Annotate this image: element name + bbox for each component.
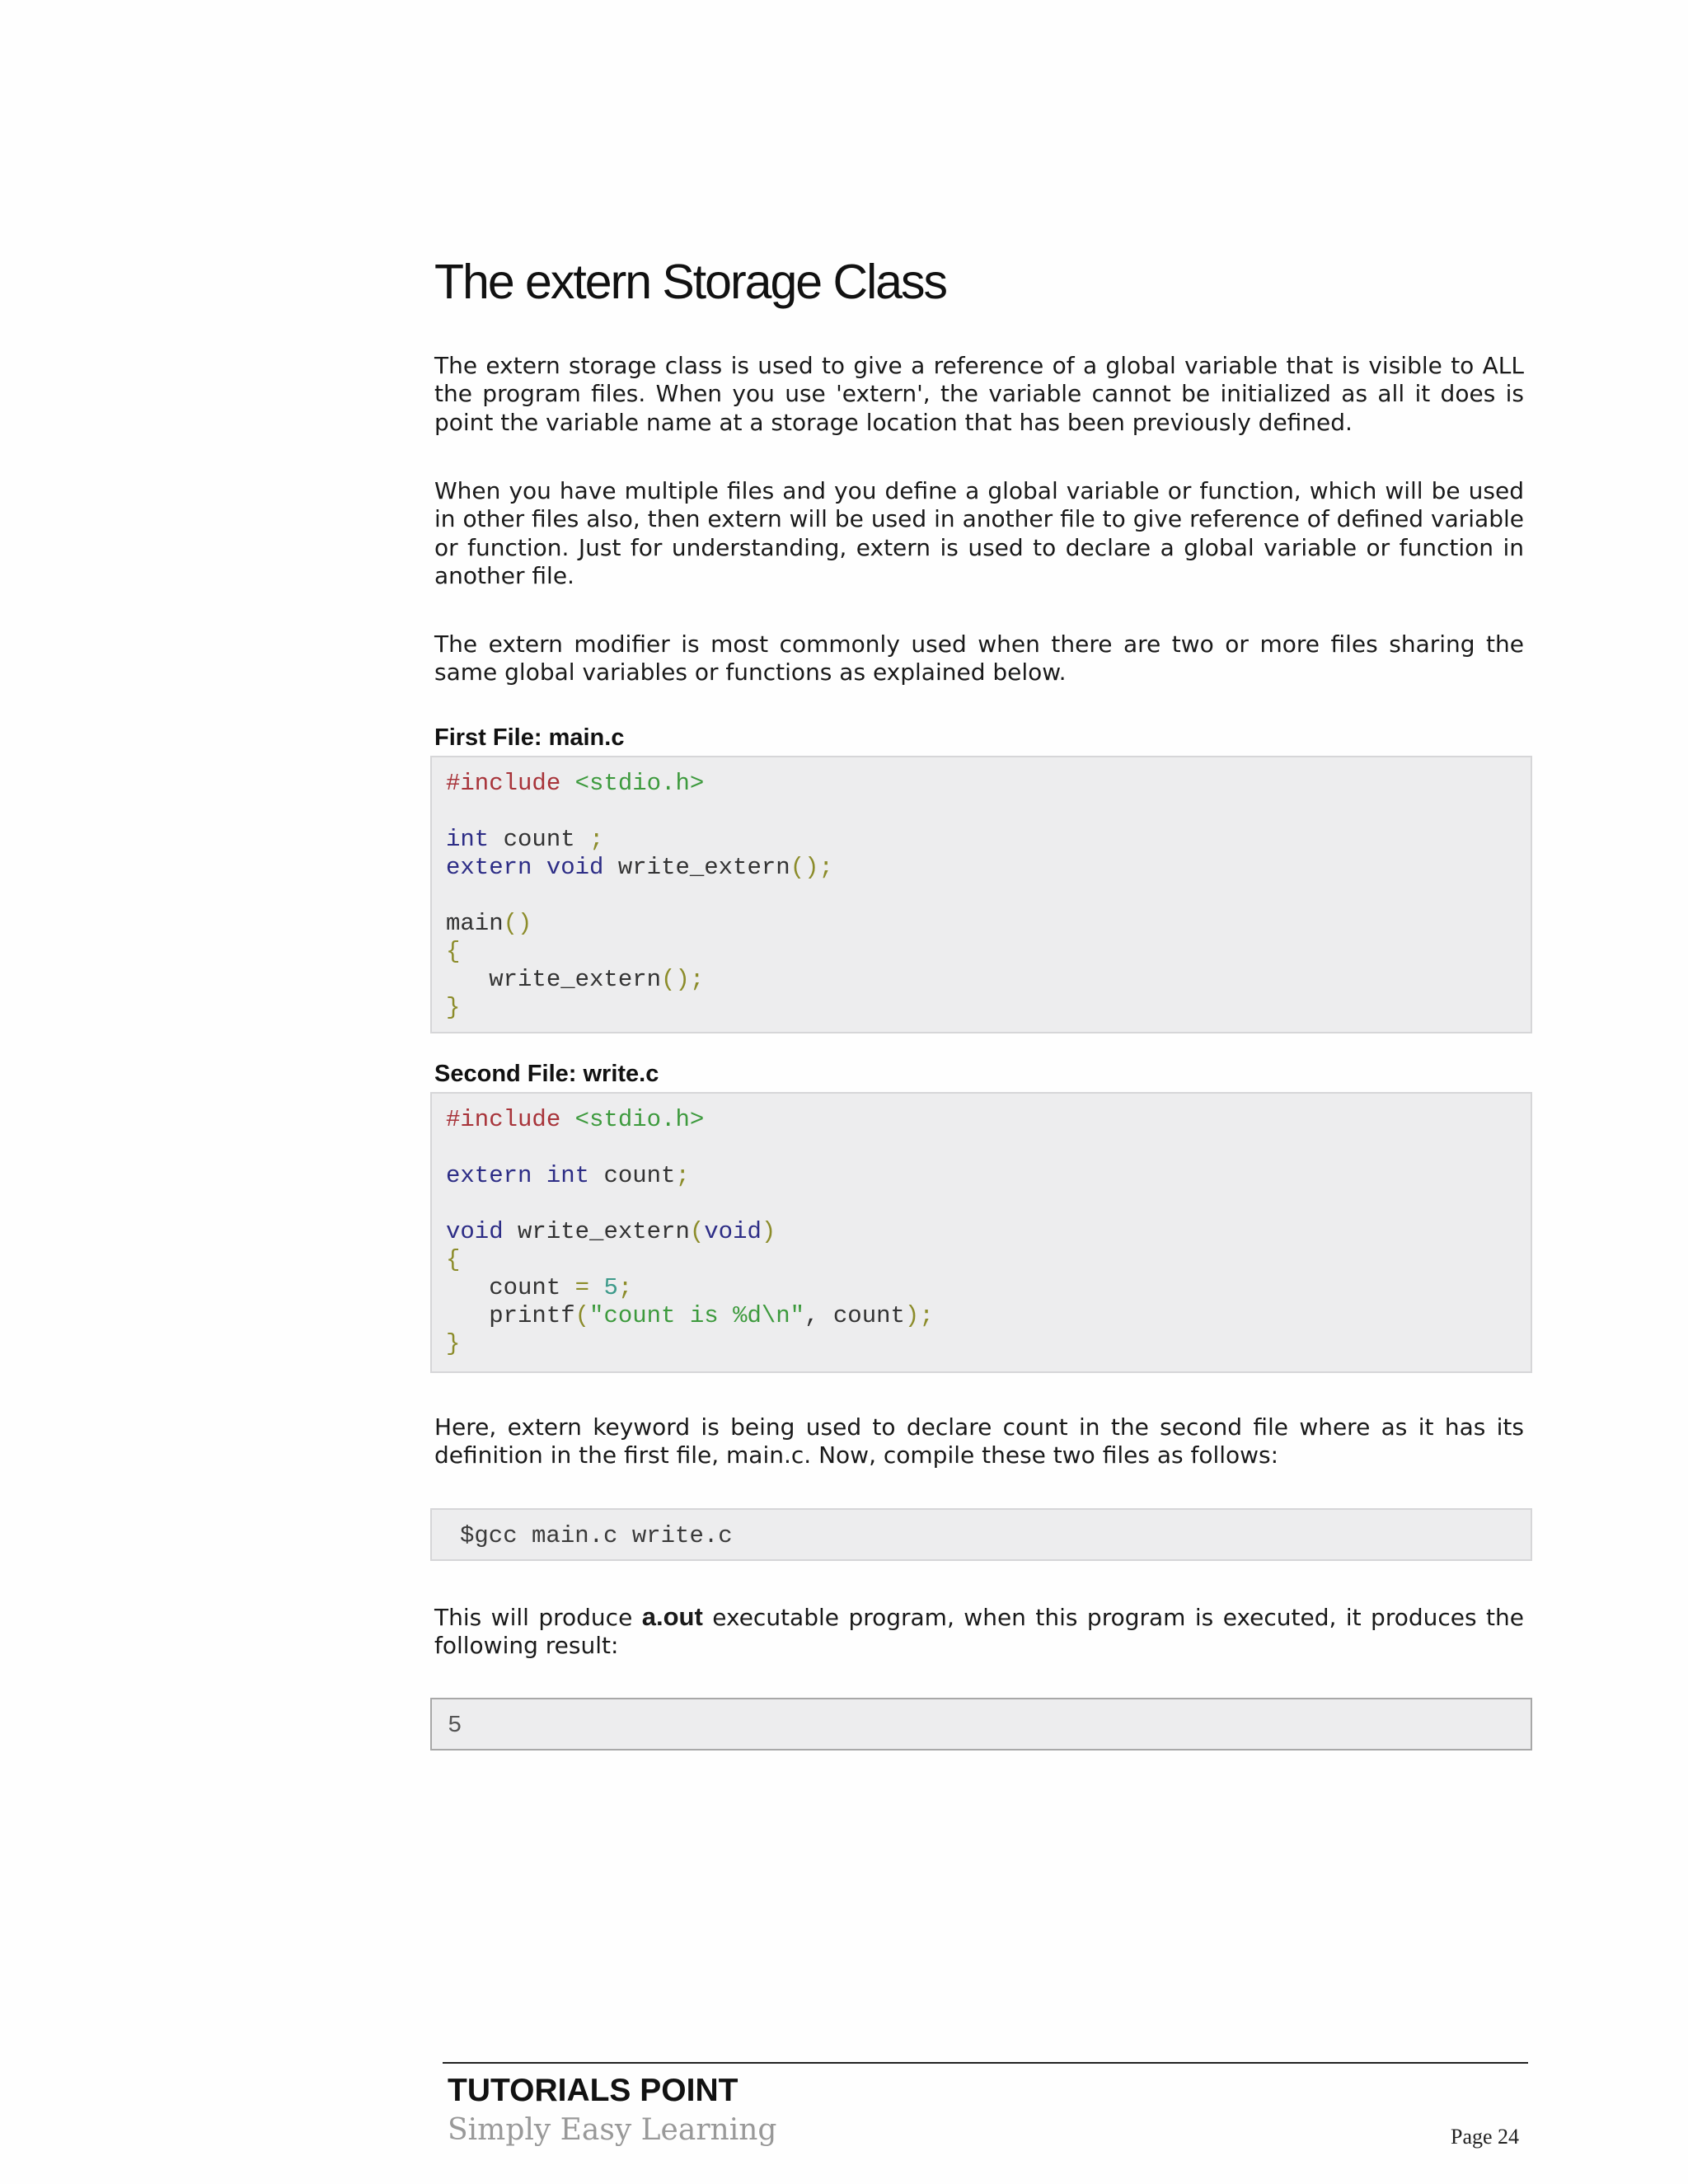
code-line: extern int count; [446, 1162, 690, 1189]
page-title: The extern Storage Class [434, 255, 946, 309]
output-block [430, 1698, 1532, 1750]
code-token: } [446, 1330, 461, 1357]
code-token: ) [761, 1218, 776, 1245]
code-token: ; [675, 1162, 690, 1189]
program-output: 5 [448, 1712, 462, 1739]
code-token: #include [446, 770, 575, 797]
result-text-end: executable program, when this program is executed, it produces the following result: [434, 1604, 1524, 1660]
result-paragraph [434, 1603, 1524, 1661]
code-line: main() [446, 910, 532, 937]
code-line: write_extern(); [446, 966, 705, 993]
explanation-paragraph: Here, extern keyword is being used to declare count in the second file where as it has its definition in the first file, main.c. Now, compile these two files as follows: [434, 1413, 1524, 1469]
write-c-code [432, 1094, 1531, 1358]
compile-command-block [430, 1508, 1532, 1561]
code-token: void [446, 1218, 504, 1245]
code-token: int [446, 826, 490, 853]
code-token: <stdio.h> [574, 1106, 705, 1133]
code-token: extern [446, 854, 532, 881]
result-text-start: This will produce [434, 1604, 642, 1631]
write-c-code-block [430, 1092, 1532, 1373]
code-token: void [704, 1218, 762, 1245]
page-content [434, 247, 1524, 1739]
code-line: void write_extern(void) [446, 1218, 776, 1245]
code-line [446, 1190, 1531, 1218]
code-token: () [503, 910, 532, 937]
code-line [446, 994, 1531, 1022]
code-token: void [546, 854, 604, 881]
code-line [446, 798, 1531, 826]
code-token: <stdio.h> [574, 770, 705, 797]
code-token: = [574, 1274, 590, 1301]
code-token: ); [904, 1302, 934, 1329]
intro-paragraph: The extern storage class is used to give a reference of a global variable that is visible to ALL the program files. When you use 'extern', the variable cannot be initialized as all it does is point the variable name at a storage location that has been previously defined. [434, 352, 1524, 436]
second-file-label: Second File: write.c [434, 1061, 659, 1087]
aout-bold: a.out [641, 1602, 703, 1631]
main-c-code [432, 757, 1531, 1022]
code-line [446, 1246, 1531, 1274]
first-file-label: First File: main.c [434, 724, 625, 751]
usage-paragraph: When you have multiple files and you define a global variable or function, which will be used in other files also, then extern will be used in another file to give reference of defined variable or function. Just for understanding, extern is used to declare a global variable or function in another file. [434, 477, 1524, 589]
code-token: 5 [603, 1274, 618, 1301]
footer-brand: TUTORIALS POINT [448, 2073, 738, 2108]
compile-command: $gcc main.c write.c [460, 1522, 733, 1549]
page-number: Page 24 [1451, 2125, 1520, 2149]
code-line [446, 1134, 1531, 1162]
code-token: ( [574, 1302, 590, 1329]
code-line [446, 882, 1531, 910]
footer-tagline: Simply Easy Learning [448, 2113, 777, 2147]
code-token: { [446, 938, 461, 965]
code-token: (); [790, 854, 833, 881]
code-line [446, 1106, 1531, 1134]
code-line [446, 1330, 1531, 1358]
code-token: extern [446, 1162, 532, 1189]
code-line [446, 938, 1531, 966]
code-token: (); [661, 966, 705, 993]
code-line: count = 5; [446, 1274, 633, 1301]
code-line: int count ; [446, 826, 604, 853]
code-line: printf("count is %d\n", count); [446, 1302, 934, 1329]
code-line: extern void write_extern(); [446, 854, 833, 881]
code-line [446, 770, 1531, 798]
code-token: "count is %d\n" [589, 1302, 805, 1329]
code-token: ; [617, 1274, 633, 1301]
code-token: } [446, 994, 461, 1021]
code-token: int [546, 1162, 590, 1189]
footer-divider [443, 2062, 1528, 2064]
modifier-paragraph: The extern modifier is most commonly used when there are two or more files sharing the same global variables or functions as explained below. [434, 630, 1524, 687]
code-token: ( [689, 1218, 705, 1245]
code-token: { [446, 1246, 461, 1273]
code-token: ; [589, 826, 604, 853]
main-c-code-block [430, 756, 1532, 1033]
code-token: #include [446, 1106, 575, 1133]
